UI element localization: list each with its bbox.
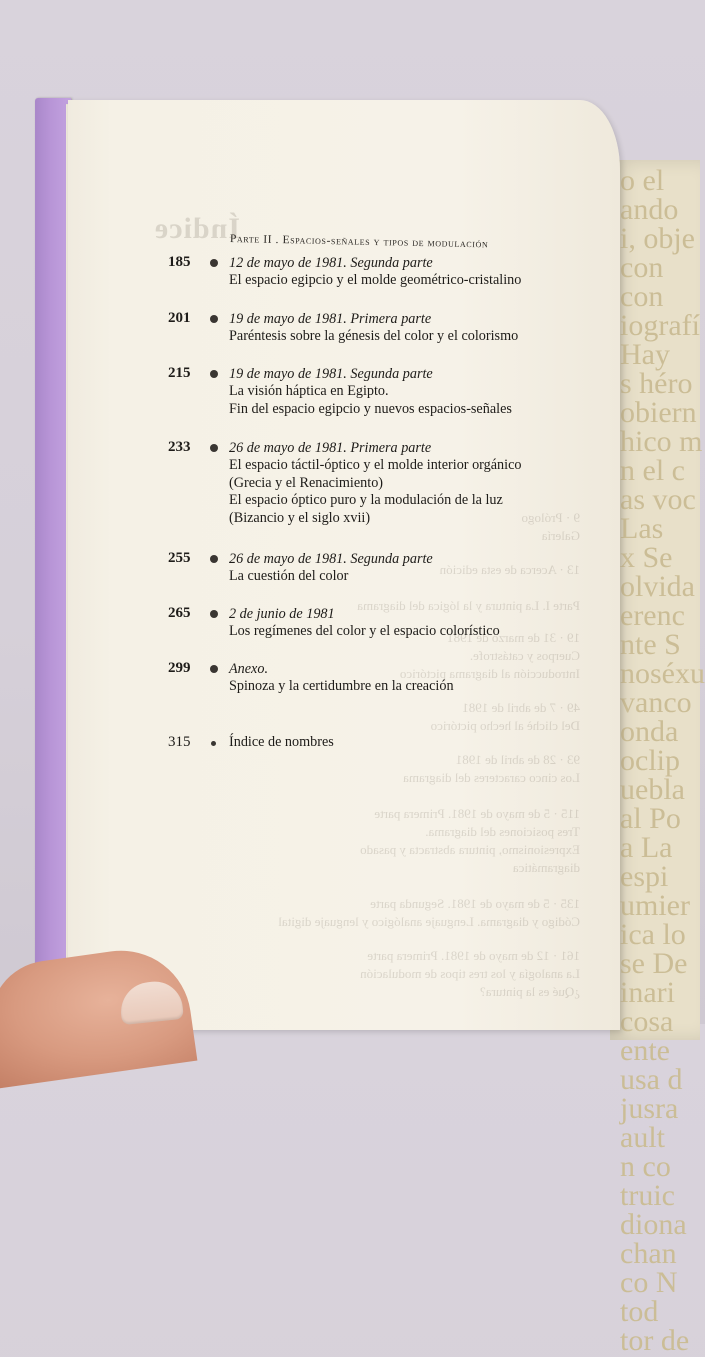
entry-body bbox=[229, 734, 609, 752]
bleed-line: Introducción al diagrama pictórico bbox=[399, 666, 580, 681]
bleed-line: 161 · 12 de mayo de 1981. Primera parte bbox=[367, 948, 580, 963]
bleed-line: diagramática bbox=[512, 860, 580, 875]
background-book-line: espi bbox=[620, 860, 669, 893]
background-book-line: i, obje bbox=[620, 222, 695, 255]
page-number: 185 bbox=[168, 254, 191, 270]
background-book-line: olvida bbox=[620, 570, 695, 603]
bleed-line: 135 · 5 de mayo de 1981. Segunda parte bbox=[370, 896, 580, 911]
entry-title: El espacio óptico puro y la modulación de la luz bbox=[229, 492, 503, 508]
bleed-line: 9 · Prólogo bbox=[521, 510, 580, 525]
background-book-line: n co bbox=[620, 1150, 671, 1183]
background-book-line: a La bbox=[620, 831, 673, 864]
entry-date: 26 de mayo de 1981. Segunda parte bbox=[229, 551, 433, 567]
background-book-line: al Po bbox=[620, 802, 681, 835]
background-book-line: o el bbox=[620, 164, 665, 197]
background-book bbox=[610, 160, 705, 1357]
background-book-line: vanco bbox=[620, 686, 692, 719]
bleed-line: La analogía y los tres tipos de modulación bbox=[360, 966, 580, 981]
bullet-dot bbox=[210, 259, 218, 267]
background-book-line: oclip bbox=[620, 744, 680, 777]
background-book-line: onda bbox=[620, 715, 679, 748]
entry-title: Índice de nombres bbox=[229, 734, 334, 750]
entry-date: 26 de mayo de 1981. Primera parte bbox=[229, 440, 432, 456]
background-book-line: inari bbox=[620, 976, 675, 1009]
bullet-dot bbox=[210, 555, 218, 563]
page-number: 215 bbox=[168, 365, 191, 381]
page-number: 255 bbox=[168, 550, 191, 566]
background-book-line: erenc bbox=[620, 599, 685, 632]
background-book-line: con bbox=[620, 280, 664, 313]
background-book-line: uebla bbox=[620, 773, 685, 806]
page-number: 201 bbox=[168, 310, 191, 326]
background-book-line: Las bbox=[620, 512, 664, 545]
entry-title: La cuestión del color bbox=[229, 568, 349, 584]
book-page bbox=[68, 100, 620, 1030]
bleed-line: 19 · 31 de marzo de 1981 bbox=[447, 630, 580, 645]
page-number: 233 bbox=[168, 439, 191, 455]
bleed-line: Los cinco caracteres del diagrama bbox=[403, 770, 580, 785]
background-book-line: tor de bbox=[620, 1324, 690, 1357]
entry-title: La visión háptica en Egipto. bbox=[229, 383, 389, 399]
entry-date: 2 de junio de 1981 bbox=[229, 606, 335, 622]
part-header: Parte II . Espacios-señales y tipos de modulación bbox=[229, 233, 489, 251]
bleed-line: 49 · 7 de abril de 1981 bbox=[462, 700, 580, 715]
background-book-line: noséxu bbox=[620, 657, 705, 690]
bleed-line: Código y diagrama. Lenguaje analógico y lenguaje digital bbox=[278, 914, 580, 929]
entry-title: Spinoza y la certidumbre en la creación bbox=[229, 678, 454, 694]
background-book-line: con bbox=[620, 251, 664, 284]
background-book-line: nte S bbox=[620, 628, 681, 661]
entry-title: Fin del espacio egipcio y nuevos espacios-señales bbox=[229, 400, 512, 417]
background-book-line: chan bbox=[620, 1237, 677, 1270]
background-book-line: umier bbox=[620, 889, 690, 922]
background-book-line: se De bbox=[620, 947, 688, 980]
background-book-line: ica lo bbox=[620, 918, 686, 951]
bullet-dot bbox=[211, 741, 216, 746]
background-book-line: ando bbox=[620, 193, 679, 226]
background-book-line: Hay bbox=[620, 338, 670, 371]
entry-body bbox=[229, 439, 609, 527]
page-number: 299 bbox=[168, 660, 191, 676]
bullet-dot bbox=[210, 665, 218, 673]
bleed-line: ¿Qué es la pintura? bbox=[480, 984, 580, 999]
background-book-line: as voc bbox=[620, 483, 696, 516]
entry-title: Los regímenes del color y el espacio colorístico bbox=[229, 623, 500, 639]
bleed-line: Del clichè al hecho pictórico bbox=[430, 718, 580, 733]
background-book-line: diona bbox=[620, 1208, 687, 1241]
page-number: 265 bbox=[168, 605, 191, 621]
background-book-line: n el c bbox=[620, 454, 685, 487]
background-book-line: tod bbox=[620, 1295, 659, 1328]
background-book-line: x Se bbox=[620, 541, 673, 574]
bullet-dot bbox=[210, 315, 218, 323]
bullet-dot bbox=[210, 370, 218, 378]
bleed-line: 115 · 5 de mayo de 1981. Primera parte bbox=[374, 806, 580, 821]
entry-date: 19 de mayo de 1981. Primera parte bbox=[229, 311, 432, 327]
entry-body bbox=[229, 550, 609, 586]
entry-date: Anexo. bbox=[229, 661, 268, 677]
bleed-index-title: Índice bbox=[153, 212, 240, 245]
entry-title: (Bizancio y el siglo xvii) bbox=[229, 509, 371, 526]
background-book-line: iografí bbox=[620, 309, 700, 342]
background-book-line: truic bbox=[620, 1179, 675, 1212]
background-book-line: s héro bbox=[620, 367, 693, 400]
entry-body bbox=[229, 605, 609, 641]
bleed-line: 13 · Acerca de esta edición bbox=[439, 562, 580, 577]
bullet-dot bbox=[210, 444, 218, 452]
bleed-line: Galería bbox=[541, 528, 580, 543]
background-book-line: hico m bbox=[620, 425, 703, 458]
entry-title: Paréntesis sobre la génesis del color y el colorismo bbox=[229, 328, 519, 344]
bleed-line: Tres posiciones del diagrama. bbox=[425, 824, 580, 839]
entry-body bbox=[229, 254, 609, 290]
background-book-line: ault bbox=[620, 1121, 665, 1154]
entry-title: (Grecia y el Renacimiento) bbox=[229, 474, 384, 491]
entry-body bbox=[229, 365, 609, 418]
background-book-line: co N bbox=[620, 1266, 678, 1299]
entry-body bbox=[229, 660, 609, 696]
background-book-text bbox=[620, 166, 705, 1355]
background-book-line: usa d bbox=[620, 1063, 683, 1096]
entry-title: El espacio táctil-óptico y el molde interior orgánico bbox=[229, 457, 522, 473]
entry-body bbox=[229, 310, 609, 346]
bleed-line: Cuerpos y catástrofe. bbox=[469, 648, 580, 663]
page-number: 315 bbox=[168, 734, 191, 750]
entry-title: El espacio egipcio y el molde geométrico-cristalino bbox=[229, 272, 522, 288]
bleed-line: 93 · 28 de abril de 1981 bbox=[455, 752, 580, 767]
background-book-line: obiern bbox=[620, 396, 697, 429]
bleed-line: Expresionismo, pintura abstracta y pasado bbox=[360, 842, 580, 857]
entry-date: 12 de mayo de 1981. Segunda parte bbox=[229, 255, 433, 271]
bleed-line: Parte I. La pintura y la lógica del diagrama bbox=[357, 598, 580, 613]
background-book-line: jusra bbox=[620, 1092, 679, 1125]
bullet-dot bbox=[210, 610, 218, 618]
background-book-line: ente bbox=[620, 1034, 670, 1067]
background-book-line: cosa bbox=[620, 1005, 674, 1038]
entry-date: 19 de mayo de 1981. Segunda parte bbox=[229, 366, 433, 382]
